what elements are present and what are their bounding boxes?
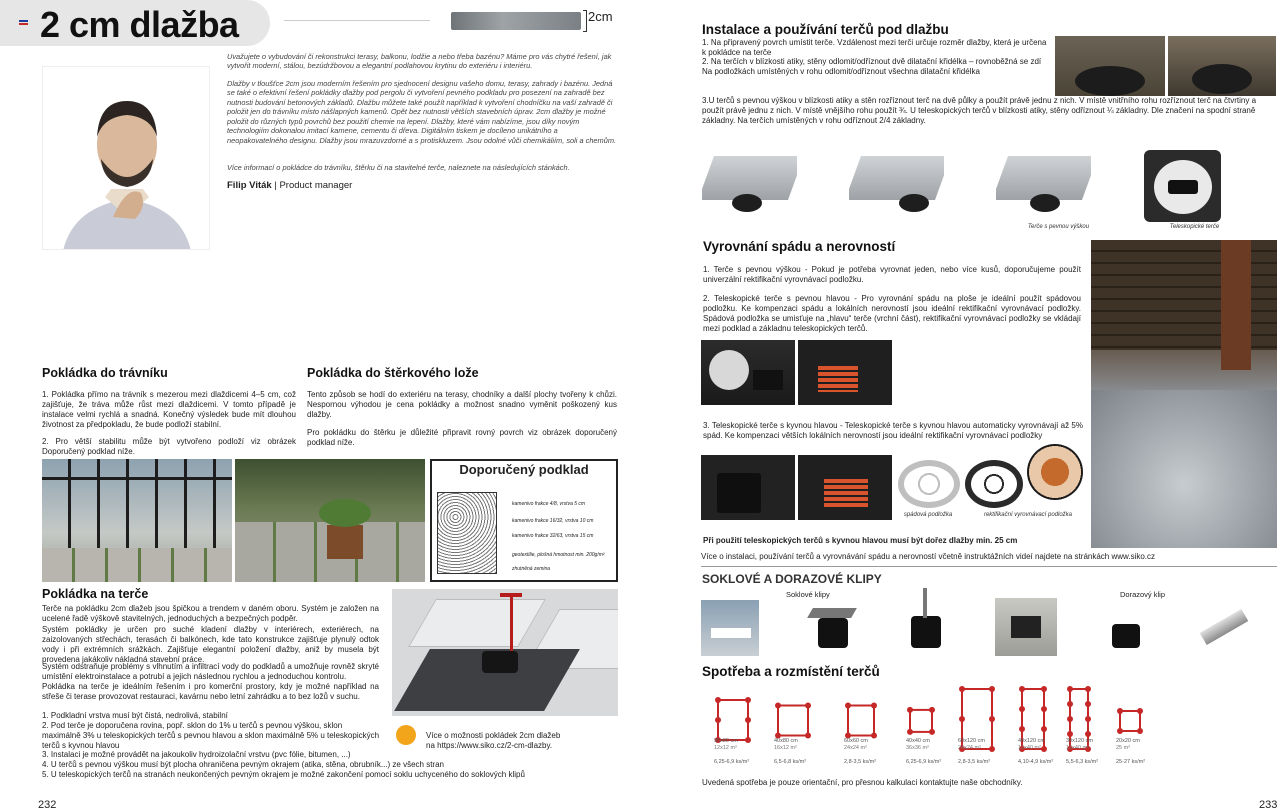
pedestal-dot (1085, 701, 1091, 707)
pedestal-dot (1019, 706, 1025, 712)
installation-step-2: 2. Na terčích v blízkosti atiky, stěny odlomit/odříznout dvě dilatační křidélka – rovnoběžná se zdí (702, 57, 1042, 66)
grid-consumption-label: 4,10-4,9 ks/m² (1018, 759, 1054, 765)
pedestal-dot (1041, 686, 1047, 692)
dimension-bracket (583, 10, 587, 32)
base-layer-2: kamenivo frakce 16/32, vrstva 10 cm (512, 518, 594, 524)
grid-size-label: 20x20 cm (1116, 738, 1140, 744)
pedestal-list-1: 1. Podkladní vrstva musí být čistá, nedrolivá, stabilní (42, 711, 228, 720)
page-title: 2 cm dlažba (40, 4, 239, 45)
leveling-step-2: 2. Teleskopické terče s pevnou hlavou - Pro vyrovnání spádu na ploše je ideální použít spádovou podložku. Ke kompenzaci spádu a lokálních nerovností jsou ideální rektifikační vyrovnávací podložky. Spádová podložka se umisťuje na „hlavu“ terče (vrchní část), rektifikační vyrovnávací podložky se vkládají mezi podklad a základnu teleskopických terčů. (703, 294, 1081, 333)
pedestal-dot (871, 703, 877, 709)
grid-area-label: 36x36 m² (906, 745, 929, 751)
title-divider (284, 20, 430, 21)
grid-area-label: 12x40 m² (1066, 745, 1089, 751)
pedestal-dot (1041, 746, 1047, 752)
grid-area-label: 16x12 m² (774, 745, 797, 751)
grid-consumption-label: 6,5-6,8 ks/m² (774, 759, 807, 765)
grid-size-label: 40x40 cm (906, 738, 930, 744)
grid-area-label: 24x24 m² (958, 745, 981, 751)
dimension-label: 2cm (588, 9, 613, 24)
installation-step-2b: Na podložkách umístěných v rohu odlomit/odříznout všechna dilatační křidélka (702, 67, 980, 76)
pedestal-dot (1085, 686, 1091, 692)
pedestal-dot (907, 707, 913, 713)
clip-photo-1 (701, 600, 759, 656)
wet-deck-photo (1091, 240, 1277, 548)
clip-photo-6 (1196, 598, 1252, 656)
pedestal-dot (805, 733, 811, 739)
fixed-pedestal-illustration-3 (996, 150, 1091, 220)
grass-paragraph-2: 2. Pro větší stabilitu může být vytvořeno podloží viz obrázek Doporučený podklad níže. (42, 437, 296, 456)
layout-grid-2 (775, 703, 811, 739)
pedestal-dot (1019, 726, 1025, 732)
brand-icon (19, 20, 28, 27)
leveling-photo-1 (701, 340, 795, 405)
grid-size-label: 90x80 cm (714, 738, 738, 744)
glasshouse-photo (42, 459, 232, 582)
fixed-pedestal-illustration-1 (702, 150, 797, 220)
clip-photo-4 (995, 598, 1057, 656)
pedestal-dot (959, 686, 965, 692)
fixed-pedestal-caption: Terče s pevnou výškou (1027, 224, 1090, 230)
base-box-title: Doporučený podklad (459, 462, 589, 477)
layout-grid-3 (845, 703, 877, 739)
pedestal-dot (1117, 708, 1123, 714)
telescopic-pedestal-illustration (1144, 150, 1221, 222)
grid-consumption-label: 25-27 ks/m² (1116, 759, 1146, 765)
tilting-pedestal-photo-2 (798, 455, 892, 520)
grid-size-label: 30x120 cm (1066, 738, 1093, 744)
consumption-title: Spotřeba a rozmístění terčů (702, 664, 880, 679)
clip-photo-5 (1100, 600, 1152, 656)
pedestal-list-4: 4. U terčů s pevnou výškou musí být plocha ohraničena pevným okrajem (atika, stěna, obrubník...) ze všech stran (42, 760, 444, 769)
base-layer-1: kamenivo frakce 4/8, vrstva 5 cm (512, 501, 586, 507)
grid-size-label: 40x80 cm (774, 738, 798, 744)
pedestal-dot (1117, 728, 1123, 734)
pedestal-dot (805, 703, 811, 709)
pedestal-text-4: Pokládka na terče je ideálním řešením i pro komerční prostory, kdy je možné například na střeše či terase provozovat restauraci, kavárnu nebo letní zahrádku a to bez ložů v suchu. (42, 682, 379, 701)
pedestal-dot (745, 717, 751, 723)
pedestal-dot (871, 733, 877, 739)
intro-paragraph-1: Uvažujete o vybudování či rekonstrukci terasy, balkonu, lodžie a nebo třeba bazénu? Máme pro vás chytré řešení, jak vytvořit moderní, stálou, bezúdržbovou a elegantní podlahovou krytinu do exteriéru i interiéru. (227, 52, 612, 71)
pedestal-dot (1085, 716, 1091, 722)
telescopic-pedestal-caption: Teleskopické terče (1169, 224, 1220, 230)
author-role: | Product manager (274, 180, 353, 191)
pedestal-dot (1085, 731, 1091, 737)
grid-consumption-label: 5,5-6,3 ks/m² (1066, 759, 1099, 765)
pedestal-dot (959, 716, 965, 722)
grid-consumption-label: 6,25-6,9 ks/m² (714, 759, 750, 765)
intro-paragraph-3: Více informací o pokládce do trávníku, štěrku či na stavitelné terče, naleznete na následujících stánkách. (227, 163, 570, 172)
pedestal-dot (1067, 716, 1073, 722)
grid-size-label: 60x120 cm (958, 738, 985, 744)
pedestal-dot (989, 686, 995, 692)
pedestal-dot (1137, 708, 1143, 714)
gravel-paragraph-2: Pro pokládku do štěrku je důležité připravit rovný povrch viz obrázek doporučený podklad níže. (307, 428, 617, 447)
more-info-text: Více o možnosti pokládek 2cm dlažeb na https://www.siko.cz/2-cm-dlazby. (426, 731, 561, 750)
pedestal-dot (907, 729, 913, 735)
grid-size-label: 60x60 cm (844, 738, 868, 744)
pedestal-list-2: 2. Pod terče je doporučena rovina, popř. sklon do 1% u terčů s pevnou výškou, sklon maximálně 3% u teleskopických terčů s pevnou hlavou a sklon maximálně 5% u teleskopických terčů s kyvnou hlavou (42, 721, 380, 750)
clips-title: SOKLOVÉ A DORAZOVÉ KLIPY (702, 572, 882, 586)
leveling-title: Vyrovnání spádu a nerovností (703, 239, 896, 254)
grass-section-title: Pokládka do trávníku (42, 366, 168, 380)
grid-consumption-label: 2,8-3,5 ks/m² (844, 759, 877, 765)
info-bulb-icon (396, 725, 416, 745)
pedestal-section-title: Pokládka na terče (42, 587, 149, 601)
pedestal-dot (989, 716, 995, 722)
pedestal-list-3: 3. Instalaci je možné provádět na jakoukoliv hydroizolační vrstvu (pvc fólie, bitumen, ...) (42, 750, 351, 759)
pedestal-text-3: Systém odstraňuje problémy s vlhnutím a infiltrací vody do podkladů a umožňuje rovněž skryté umístění elektroinstalace a potrubí a jejich následnou rychlou a jednoduchou kontrolu. (42, 662, 379, 681)
pedestal-photo-1 (1055, 36, 1165, 96)
pedestal-dot (929, 729, 935, 735)
stop-clip-label: Dorazový klip (1120, 590, 1166, 599)
pedestal-dot (1067, 731, 1073, 737)
pedestal-dot (1067, 686, 1073, 692)
grid-area-label: 12x40 m² (1018, 745, 1041, 751)
intro-paragraph-2: Dlažby v tloušťce 2cm jsou moderním řešením pro sjednocení designu vašeho domu, terasy, zahrady i bazénu. Jedná se také o efektivní řešení pokládky dlažby pod pergolu či vytvoření pevného podkladu pro posezení na zahradě bez nutnosti budování betonových základů. Dlažbu můžete také použít například k vytvoření chodníčku na vaší zahradě či položit jen do trávníku místo nášlapných kamenů. Opět bez nutnosti větších stavebních úprav. 2cm dlažby je možné položit do různých typů povrchů bez použití chemie na lepení. Dlažby, které vám nabízíme, jsou díky novým technologiím dokonalou imitací kamene, cementu či dřeva. Digitálním tiskem je docíleno unikátního a neopakovatelného designu. Dlažby jsou mrazuvzdorné a s protiskluzem. Jsou odolné vůči chemikáliím, soli a chemům. (227, 79, 617, 145)
grid-area-label: 24x24 m² (844, 745, 867, 751)
grid-size-label: 40x120 cm (1018, 738, 1045, 744)
slope-pad-icon (898, 460, 960, 508)
slope-pad-caption: spádová podložka (903, 512, 953, 518)
pedestal-dot (1041, 706, 1047, 712)
product-manager-photo (42, 66, 210, 250)
base-cross-section (437, 492, 497, 574)
pedestal-dot (845, 703, 851, 709)
grid-consumption-label: 6,25-6,9 ks/m² (906, 759, 942, 765)
leveling-step-3: 3. Teleskopické terče s kyvnou hlavou - Teleskopické terče s kyvnou hlavou automaticky vyrovnávají až 5% spád. Ke kompenzaci větších lokálních nerovností jsou ideální rektifikační vyrovnávací podložky (703, 421, 1083, 440)
base-layer-3: kamenivo frakce 32/63, vrstva 15 cm (512, 533, 594, 539)
layout-grid-1 (715, 697, 751, 743)
leveling-step-1: 1. Terče s pevnou výškou - Pokud je potřeba vyrovnat jeden, nebo více kusů, doporučujeme použít univerzální rektifikační vyrovnávací podložku. (703, 265, 1081, 284)
base-layer-4: geotextilie, plošná hmotnost min. 200g/m² (512, 552, 605, 558)
garden-terrace-photo (235, 459, 425, 582)
layout-grid-4 (907, 707, 935, 735)
pedestal-dot (1041, 726, 1047, 732)
clips-divider (701, 566, 1277, 567)
pedestal-installation-photo (392, 589, 618, 716)
rectification-pad-icon (965, 460, 1023, 508)
page-number-left: 232 (38, 799, 57, 811)
pedestal-dot (745, 737, 751, 743)
pedestal-photo-2 (1168, 36, 1276, 96)
tile-thickness-illustration (451, 12, 581, 30)
tilting-pedestal-photo-1 (701, 455, 795, 520)
installation-step-3: 3.U terčů s pevnou výškou v blízkosti atiky a stěn rozříznout terč na dvě půlky a použít právě jednu z nich. V místě vnitřního rohu rozříznout terč na čtvrtiny a použít právě jednu z nich. V místě vnějšího rohu použít ¾. U teleskopických terčů v blízkosti atiky, stěny odříznout ¼ základny. Dle značení na spodní straně základny. Na terčích umístěných v rohu odříznout 2/4 základny. (702, 96, 1257, 125)
installation-title: Instalace a používání terčů pod dlažbu (702, 22, 949, 37)
layout-grid-8 (1117, 708, 1143, 734)
pedestal-text-1: Terče na pokládku 2cm dlažeb jsou špičkou a trendem v daném oboru. Systém je založen na ucelené řadě výškově stavitelných, jednoduchých a bezpečných podpěr. (42, 604, 379, 623)
pedestal-list-5: 5. U teleskopických terčů na stranách neukončených pevným okrajem je možné zakončení pomocí soklu uchyceného do soklových klipů (42, 770, 525, 779)
rectification-pad-caption: rektifikační vyrovnávací podložka (983, 512, 1073, 518)
grid-area-label: 12x12 m² (714, 745, 737, 751)
installation-step-1: 1. Na připravený povrch umístit terče. Vzdálenost mezi terči určuje rozměr dlažby, která je určena k pokládce na terče (702, 38, 1047, 57)
pedestal-text-2: Systém pokládky je určen pro suché kladení dlažby v interiérech, exteriérech, na zaizolovaných střechách, terasách či balkónech, kde tato konstrukce zajišťuje plynulý odtok vody i při extrémních srážkách. Zajišťuje elegantní položení dlažby, aniž by musela být provedena jakákoliv nákladná stavební práce. (42, 625, 379, 664)
pedestal-dot (1137, 728, 1143, 734)
pedestal-dot (929, 707, 935, 713)
pedestal-dot (775, 703, 781, 709)
pedestal-dot (745, 697, 751, 703)
pedestal-dot (715, 697, 721, 703)
leveling-photo-2 (798, 340, 892, 405)
usage-note: Uvedená spotřeba je pouze orientační, pro přesnou kalkulaci kontaktujte naše obchodníky. (702, 778, 1023, 787)
author-signature (227, 180, 352, 191)
grass-paragraph-1: 1. Pokládka přímo na trávník s mezerou mezi dlaždicemi 4–5 cm, což zajišťuje, že tráva může růst mezi dlaždicemi. V tomto případě je instalace velmi rychlá a snadná. Konečný výsledek bude mít dlouhou životnost za předpokladu, že bude podloží stabilní. (42, 390, 296, 429)
skirting-clips-label: Soklové klipy (786, 590, 830, 599)
pedestal-dot (1067, 701, 1073, 707)
more-info-line: Více o instalaci, používání terčů a vyrovnávání spádu a nerovností včetně instruktážních videí najdete na stránkách www.siko.cz (701, 552, 1156, 561)
fixed-pedestal-illustration-2 (849, 150, 944, 220)
gravel-section-title: Pokládka do štěrkového lože (307, 366, 479, 380)
gravel-paragraph-1: Tento způsob se hodí do exteriéru na terasy, chodníky a další plochy tvořeny k chůzi. Nespornou výhodou je cena pokládky a možnost snadno vyměnit poškozený kus dlažby. (307, 390, 617, 419)
telescopic-note: Při použití teleskopických terčů s kyvnou hlavou musí být dořez dlažby min. 25 cm (703, 536, 1018, 545)
base-layer-5: zhutněná zemina (512, 566, 551, 572)
grid-consumption-label: 2,8-3,5 ks/m² (958, 759, 991, 765)
pedestal-dot (1019, 686, 1025, 692)
grid-area-label: 25 m² (1116, 745, 1131, 751)
page-number-right: 233 (1259, 799, 1278, 811)
clip-photo-3 (895, 588, 955, 656)
pedestal-dot (715, 717, 721, 723)
pedestal-dot (989, 746, 995, 752)
clip-photo-2 (800, 600, 864, 656)
rectification-pad-photo (1027, 444, 1083, 500)
author-name: Filip Viták (227, 180, 272, 191)
